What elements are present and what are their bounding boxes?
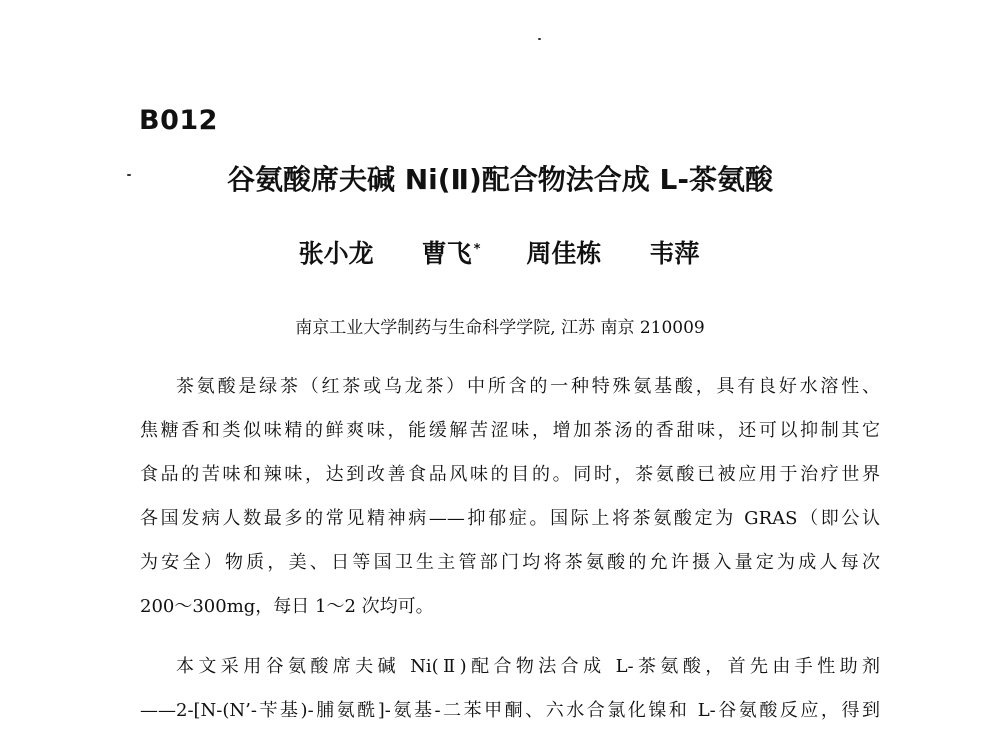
author-name: 曹飞 * bbox=[421, 239, 481, 268]
author-name: 周佳栋 bbox=[526, 239, 602, 268]
author-name: 韦萍 bbox=[649, 239, 700, 268]
text-line: 食品的苦味和辣味，达到改善食品风味的目的。同时，茶氨酸已被应用于治疗世界 bbox=[140, 464, 880, 485]
text-line: 茶氨酸是绿茶（红茶或乌龙茶）中所含的一种特殊氨基酸，具有良好水溶性、 bbox=[176, 376, 880, 397]
body-paragraph bbox=[140, 645, 880, 733]
text-line: 为安全）物质，美、日等国卫生主管部门均将茶氨酸的允许摄入量定为成人每次 bbox=[140, 552, 880, 573]
body-paragraph bbox=[140, 365, 880, 629]
text-line: 本文采用谷氨酸席夫碱 Ni(Ⅱ)配合物法合成 L-茶氨酸，首先由手性助剂 bbox=[176, 656, 880, 677]
text-line: 200～300mg，每日 1～2 次均可。 bbox=[140, 596, 434, 617]
author-list bbox=[0, 236, 1000, 272]
text-line: 各国发病人数最多的常见精神病——抑郁症。国际上将茶氨酸定为 GRAS（即公认 bbox=[140, 508, 880, 529]
scan-speck bbox=[538, 38, 541, 40]
paper-title: 谷氨酸席夫碱 Ni(Ⅱ)配合物法合成 L-茶氨酸 bbox=[226, 163, 774, 196]
author-name: 张小龙 bbox=[298, 239, 374, 268]
affiliation: 南京工业大学制药与生命科学学院, 江苏 南京 210009 bbox=[295, 318, 705, 338]
text-line: 焦糖香和类似味精的鲜爽味，能缓解苦涩味，增加茶汤的香甜味，还可以抑制其它 bbox=[140, 420, 880, 441]
corresponding-author-mark: * bbox=[473, 242, 481, 257]
text-line: ——2-[N-(N’-苄基)-脯氨酰]-氨基-二苯甲酮、六水合氯化镍和 L-谷氨酸反应，得到 bbox=[140, 700, 880, 721]
paper-code: B012 bbox=[139, 105, 218, 136]
